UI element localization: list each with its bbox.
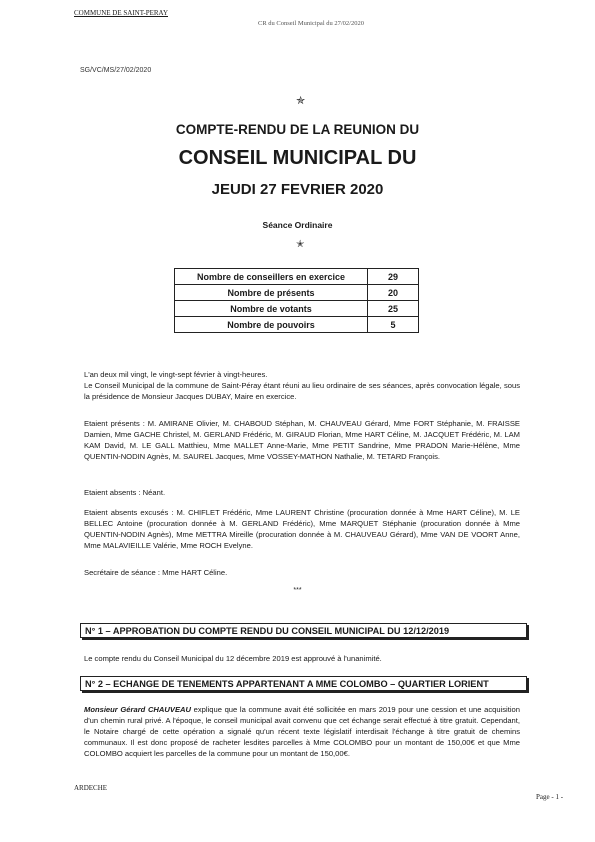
present-members: Etaient présents : M. AMIRANE Olivier, M. CHABOUD Stéphan, M. CHAUVEAU Gérard, Mme FORT Stéphanie, M. FRAISSE Damien, Mme GACHE Christel, M. GERLAND Frédéric, M. GIRAUD Florian, Mme HART Céline, M. JACQUET Frédéric, M. LAM KAM David, M. LE GALL Matthieu, Mme MALLET Anne-Marie, Mme PETIT Sandrine, Mme PRADON Marie-Hélène, Mme QUENTIN-NODIN Agnès, M. SAUREL Jacques, Mme VOSSEY-MATHON Nathalie, M. TETARD François. [84, 419, 520, 461]
stat-value: 5 [368, 317, 419, 333]
table-row [175, 301, 419, 317]
secretary: Secrétaire de séance : Mme HART Céline. [84, 568, 228, 577]
speaker-name: Monsieur Gérard CHAUVEAU [84, 705, 191, 714]
absent-members: Etaient absents : Néant. [84, 488, 166, 497]
table-row [175, 269, 419, 285]
table-row [175, 317, 419, 333]
stat-label: Nombre de conseillers en exercice [175, 269, 368, 285]
section-1-heading: N° 1 – APPROBATION DU COMPTE RENDU DU CONSEIL MUNICIPAL DU 12/12/2019 [80, 623, 527, 638]
session-type: Séance Ordinaire [262, 220, 333, 230]
reference-code: SG/VC/MS/27/02/2020 [80, 67, 152, 74]
title-line-1: COMPTE-RENDU DE LA REUNION DU [175, 122, 420, 137]
stat-label: Nombre de votants [175, 301, 368, 317]
section-2-heading: N° 2 – ECHANGE DE TENEMENTS APPARTENANT A MME COLOMBO – QUARTIER LORIENT [80, 676, 527, 691]
separator: *** [293, 587, 302, 594]
table-row [175, 285, 419, 301]
attendance-table [174, 268, 419, 333]
intro-paragraph: L'an deux mil vingt, le vingt-sept février à vingt-heures. Le Conseil Municipal de la commune de Saint-Péray étant réuni au lieu ordinaire de ses séances, après convocation légale, sous la présidence de Monsieur Jacques DUBAY, Maire en exercice. [84, 370, 520, 401]
stat-value: 29 [368, 269, 419, 285]
document-title-header: CR du Conseil Municipal du 27/02/2020 [258, 20, 364, 27]
title-line-2: CONSEIL MUNICIPAL DU [178, 147, 417, 169]
section-2-paragraph [84, 704, 520, 759]
stat-label: Nombre de pouvoirs [175, 317, 368, 333]
page-number: Page - 1 - [536, 793, 564, 801]
star-icon: ✭ [296, 239, 305, 250]
excused-members: Etaient absents excusés : M. CHIFLET Frédéric, Mme LAURENT Christine (procuration donnée à Mme HART Céline), M. LE BELLEC Antoine (procuration donnée à M. GERLAND Frédéric), Mme MARQUET Stéphanie (procuration donnée à Mme QUENTIN-NODIN Agnès), Mme METTRA Mireille (procuration donnée à M. CHAUVEAU Gérard), Mme VAN DE VOORT Anne, Mme MALAVIEILLE Valérie, Mme ROCH Evelyne. [84, 508, 520, 550]
section-2-text: explique que la commune avait été sollicitée en mars 2019 pour une cession et une acquisition d'un chemin rural privé. A l'époque, le conseil municipal avait convenu que cet échange serait effectué à titre gratuit. Cependant, le Notaire chargé de cette opération a signalé qu'un récent texte législatif interdisait l'échange à titre gratuit de chemins communaux. Il est donc proposé de racheter lesdites parcelles à Mme COLOMBO pour un montant de 150,00€ et que Mme COLOMBO acquiert les parcelles de la commune pour un montant de 150,00€. [84, 705, 520, 758]
stat-value: 20 [368, 285, 419, 301]
star-icon: ✯ [296, 95, 306, 107]
section-1-text: Le compte rendu du Conseil Municipal du 12 décembre 2019 est approuvé à l'unanimité. [84, 654, 382, 663]
stat-value: 25 [368, 301, 419, 317]
title-line-3: JEUDI 27 FEVRIER 2020 [211, 181, 384, 198]
stat-label: Nombre de présents [175, 285, 368, 301]
commune-header: COMMUNE DE SAINT-PERAY [74, 9, 168, 17]
footer-department: ARDECHE [74, 784, 108, 792]
